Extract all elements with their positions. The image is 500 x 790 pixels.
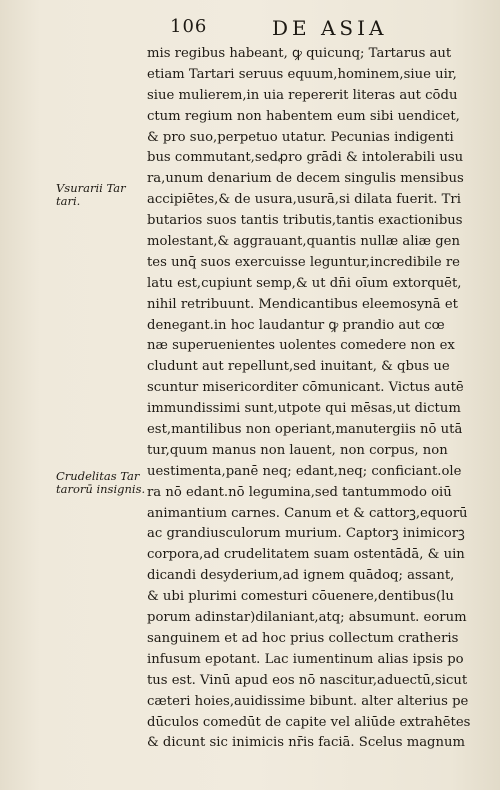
running-title: DE ASIA <box>272 16 388 40</box>
text-line: infusum epotant. Lac iumentinum alias ipsis po <box>147 651 464 667</box>
text-line: dūculos comedūt de capite vel aliūde extrahētes <box>147 714 471 730</box>
text-line: siue mulierem,in uia repererit literas aut cōdu <box>147 87 458 103</box>
page-header <box>170 16 430 40</box>
text-line: porum adinstar)dilaniant,atq; absumunt. eorum <box>147 610 467 626</box>
text-line: denegant.in hoc laudantur ꝙ prandio aut cœ <box>147 317 445 333</box>
text-line: scuntur misericorditer cōmunicant. Victus autē <box>147 380 464 396</box>
margin-note-usurers <box>56 182 148 208</box>
text-line: tus est. Vinū apud eos nō nascitur,aduectū,sicut <box>147 672 468 688</box>
text-line: næ superuenientes uolentes comedere non ex <box>147 338 455 354</box>
text-line: cludunt aut repellunt,sed inuitant, & qbus ue <box>147 359 450 375</box>
text-line: bus commutant,sedꝓro grādi & intolerabili usu <box>147 150 464 166</box>
text-line: ac grandiusculorum murium. Captorꝫ inimicorꝫ <box>147 526 465 542</box>
text-line: mis regibus habeant, ꝙ quicunq; Tartarus aut <box>147 46 452 61</box>
text-line: ra nō edant.nō legumina,sed tantummodo oiū <box>147 484 452 500</box>
text-line: est,mantilibus non operiant,manutergiis nō utā <box>147 422 463 438</box>
text-line: corpora,ad crudelitatem suam ostentādā, & uin <box>147 547 465 563</box>
text-line: ctum regium non habentem eum sibi uendicet, <box>147 108 460 124</box>
page-number: 106 <box>170 16 208 37</box>
text-line: & ubi plurimi comesturi cōuenere,dentibus(lu <box>147 589 454 605</box>
margin-note-line: tari. <box>56 194 81 208</box>
margin-note-line: Vsurarii Tar <box>56 181 126 195</box>
text-line: & dicunt sic inimicis nr̄is faciā. Scelus magnum <box>147 735 465 751</box>
margin-note-line: Crudelitas Tar <box>56 469 140 483</box>
margin-note-line: tarorū insignis. <box>56 482 146 496</box>
text-line: & pro suo,perpetuo utatur. Pecunias indigenti <box>147 129 454 145</box>
text-line: accipiētes,& de usura,usurā,si dilata fuerit. Tri <box>147 192 461 208</box>
text-line: molestant,& aggrauant,quantis nullæ aliæ gen <box>147 234 460 250</box>
text-line: butarios suos tantis tributis,tantis exactionibus <box>147 213 463 229</box>
text-line: dicandi desyderium,ad ignem quādoq; assant, <box>147 568 455 584</box>
body-text <box>147 44 487 754</box>
text-line: sanguinem et ad hoc prius collectum cratheris <box>147 630 459 646</box>
text-line: animantium carnes. Canum et & cattorꝫ,equorū <box>147 505 468 521</box>
text-line: latu est,cupiunt semp,& ut dn̄i oīum extorquēt, <box>147 275 462 291</box>
text-line: ra,unum denarium de decem singulis mensibus <box>147 171 464 187</box>
text-line: immundissimi sunt,utpote qui mēsas,ut dictum <box>147 401 461 417</box>
text-line: uestimenta,panē neq; edant,neq; conficiant.ole <box>147 463 462 479</box>
margin-note-cruelty <box>56 470 148 496</box>
text-line: cæteri hoies,auidissime bibunt. alter alterius pe <box>147 693 469 709</box>
text-line: etiam Tartari seruus equum,hominem,siue uir, <box>147 66 457 82</box>
text-line: tes unq̄ suos exercuisse leguntur,incredibile re <box>147 254 460 270</box>
text-line: nihil retribuunt. Mendicantibus eleemosynā et <box>147 296 458 312</box>
text-line: tur,quum manus non lauent, non corpus, non <box>147 442 448 458</box>
